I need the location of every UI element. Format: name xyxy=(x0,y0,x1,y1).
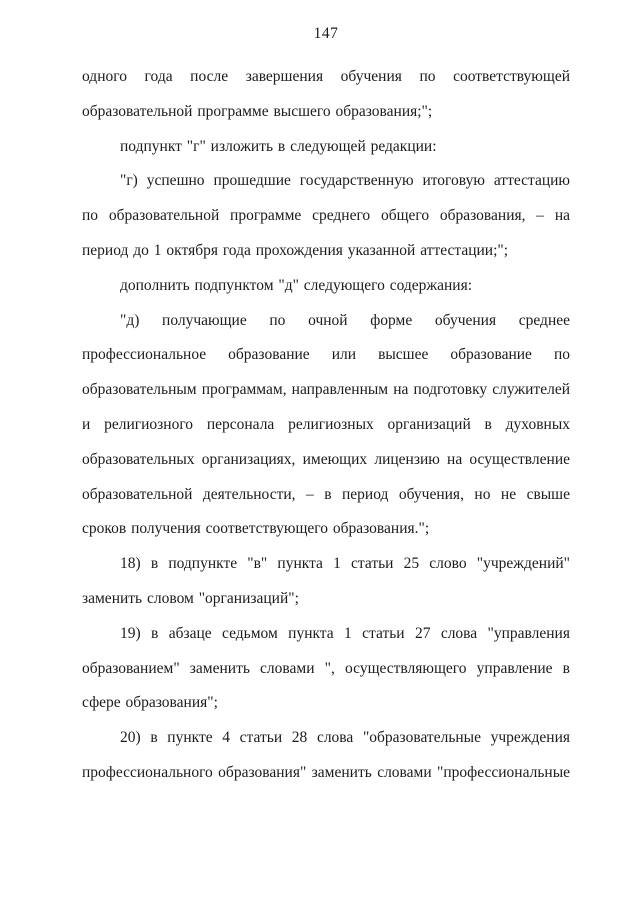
paragraph: 20) в пункте 4 статьи 28 слова "образовательные учреждения профессионального образования" заменить словами "профессиональные xyxy=(82,729,570,781)
paragraph: подпункт "г" изложить в следующей редакции: xyxy=(120,137,437,155)
paragraph: одного года после завершения обучения по соответствующей образовательной программе высшего образования;"; xyxy=(82,68,570,120)
document-body xyxy=(82,60,570,791)
paragraph: дополнить подпунктом "д" следующего содержания: xyxy=(120,276,473,294)
paragraph: "д) получающие по очной форме обучения среднее профессиональное образование или высшее образование по образовательным программам, направленным на подготовку служителей и религиозного персонала религиозных организаций в духовных образовательных организациях, имеющих лицензию на осуществление образовательной деятельности, – в период обучения, но не свыше сроков получения соответствующего образования."; xyxy=(82,311,570,538)
page-number: 147 xyxy=(313,25,339,42)
paragraph: 18) в подпункте "в" пункта 1 статьи 25 слово "учреждений" заменить словом "организаций"; xyxy=(82,555,570,607)
paragraph: 19) в абзаце седьмом пункта 1 статьи 27 слова "управления образованием" заменить словами ", осуществляющего управление в сфере образования"; xyxy=(82,624,570,712)
paragraph: "г) успешно прошедшие государственную итоговую аттестацию по образовательной программе среднего общего образования, – на период до 1 октября года прохождения указанной аттестации;"; xyxy=(82,172,570,259)
